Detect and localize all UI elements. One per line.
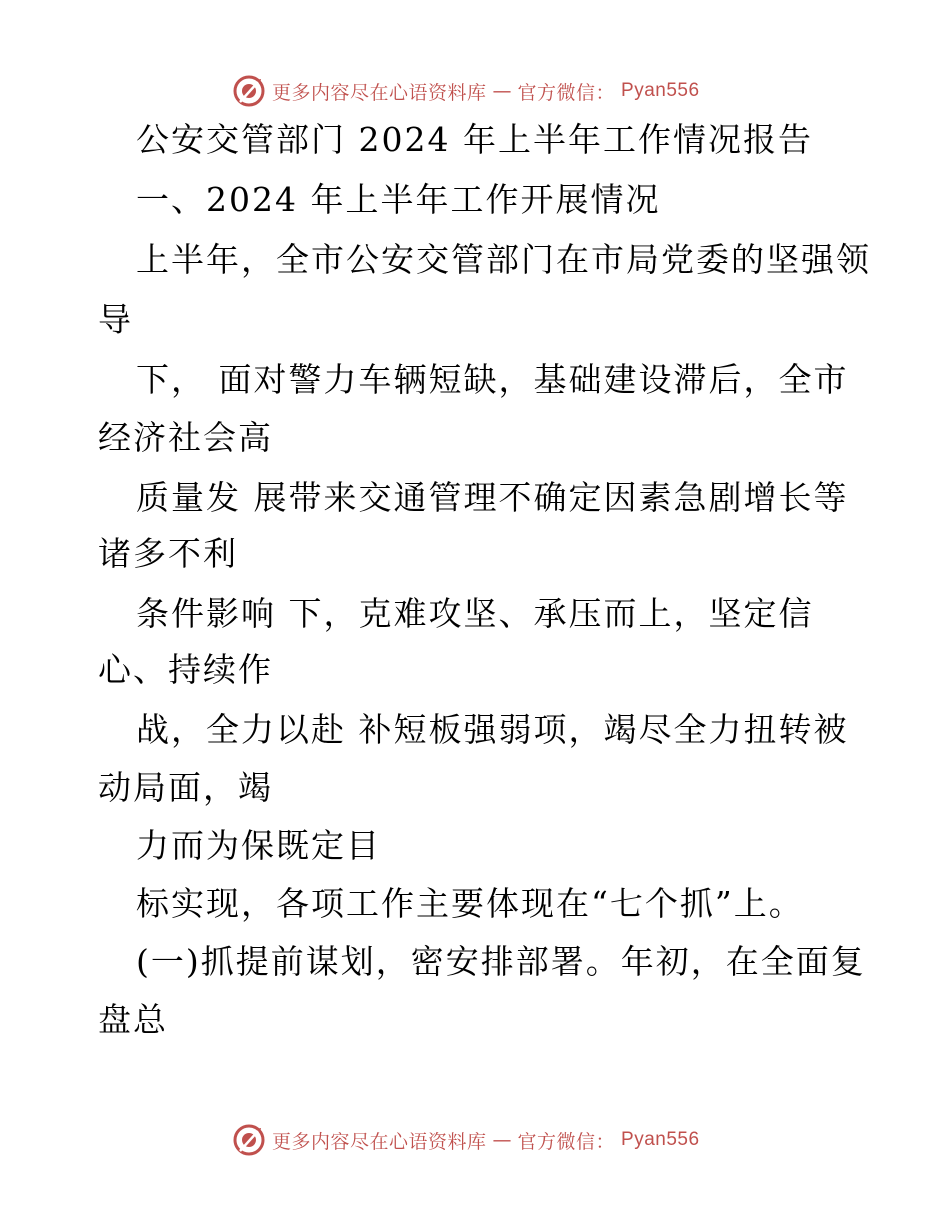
paragraph-line: 上半年，全市公安交管部门在市局党委的坚强领 <box>136 240 871 279</box>
watermark-id: Pyan556 <box>621 1129 700 1150</box>
pen-logo-icon <box>232 74 266 108</box>
paragraph-line: 标实现，各项工作主要体现在“七个抓”上。 <box>136 884 804 923</box>
section-heading: 一、2024 年上半年工作开展情况 <box>136 180 661 219</box>
watermark-id: Pyan556 <box>621 80 700 101</box>
paragraph-line: 动局面，竭 <box>98 768 273 807</box>
paragraph-line: 盘总 <box>98 1000 168 1039</box>
paragraph-line: 力而为保既定目 <box>136 826 381 865</box>
footer-watermark <box>232 1120 700 1160</box>
paragraph-line: 下， 面对警力车辆短缺，基础建设滞后，全市 <box>136 360 849 399</box>
document-title: 公安交管部门 2024 年上半年工作情况报告 <box>136 120 813 159</box>
watermark-separator: — <box>492 80 512 102</box>
paragraph-line: (一)抓提前谋划，密安排部署。年初，在全面复 <box>136 942 866 981</box>
paragraph-line: 经济社会高 <box>98 418 273 457</box>
header-watermark <box>232 71 700 111</box>
paragraph-line: 条件影响 下，克难攻坚、承压而上，坚定信 <box>136 594 814 633</box>
paragraph-line: 战，全力以赴 补短板强弱项，竭尽全力扭转被 <box>136 710 849 749</box>
pen-logo-icon <box>232 1123 266 1157</box>
watermark-label: 官方微信： <box>517 81 616 104</box>
paragraph-line: 导 <box>98 300 133 339</box>
watermark-separator: — <box>492 1129 512 1151</box>
watermark-text: 更多内容尽在心语资料库 <box>272 81 487 104</box>
paragraph-line: 质量发 展带来交通管理不确定因素急剧增长等 <box>136 478 849 517</box>
watermark-text: 更多内容尽在心语资料库 <box>272 1130 487 1153</box>
paragraph-line: 诸多不利 <box>98 534 238 573</box>
paragraph-line: 心、持续作 <box>98 650 273 689</box>
watermark-label: 官方微信： <box>517 1130 616 1153</box>
